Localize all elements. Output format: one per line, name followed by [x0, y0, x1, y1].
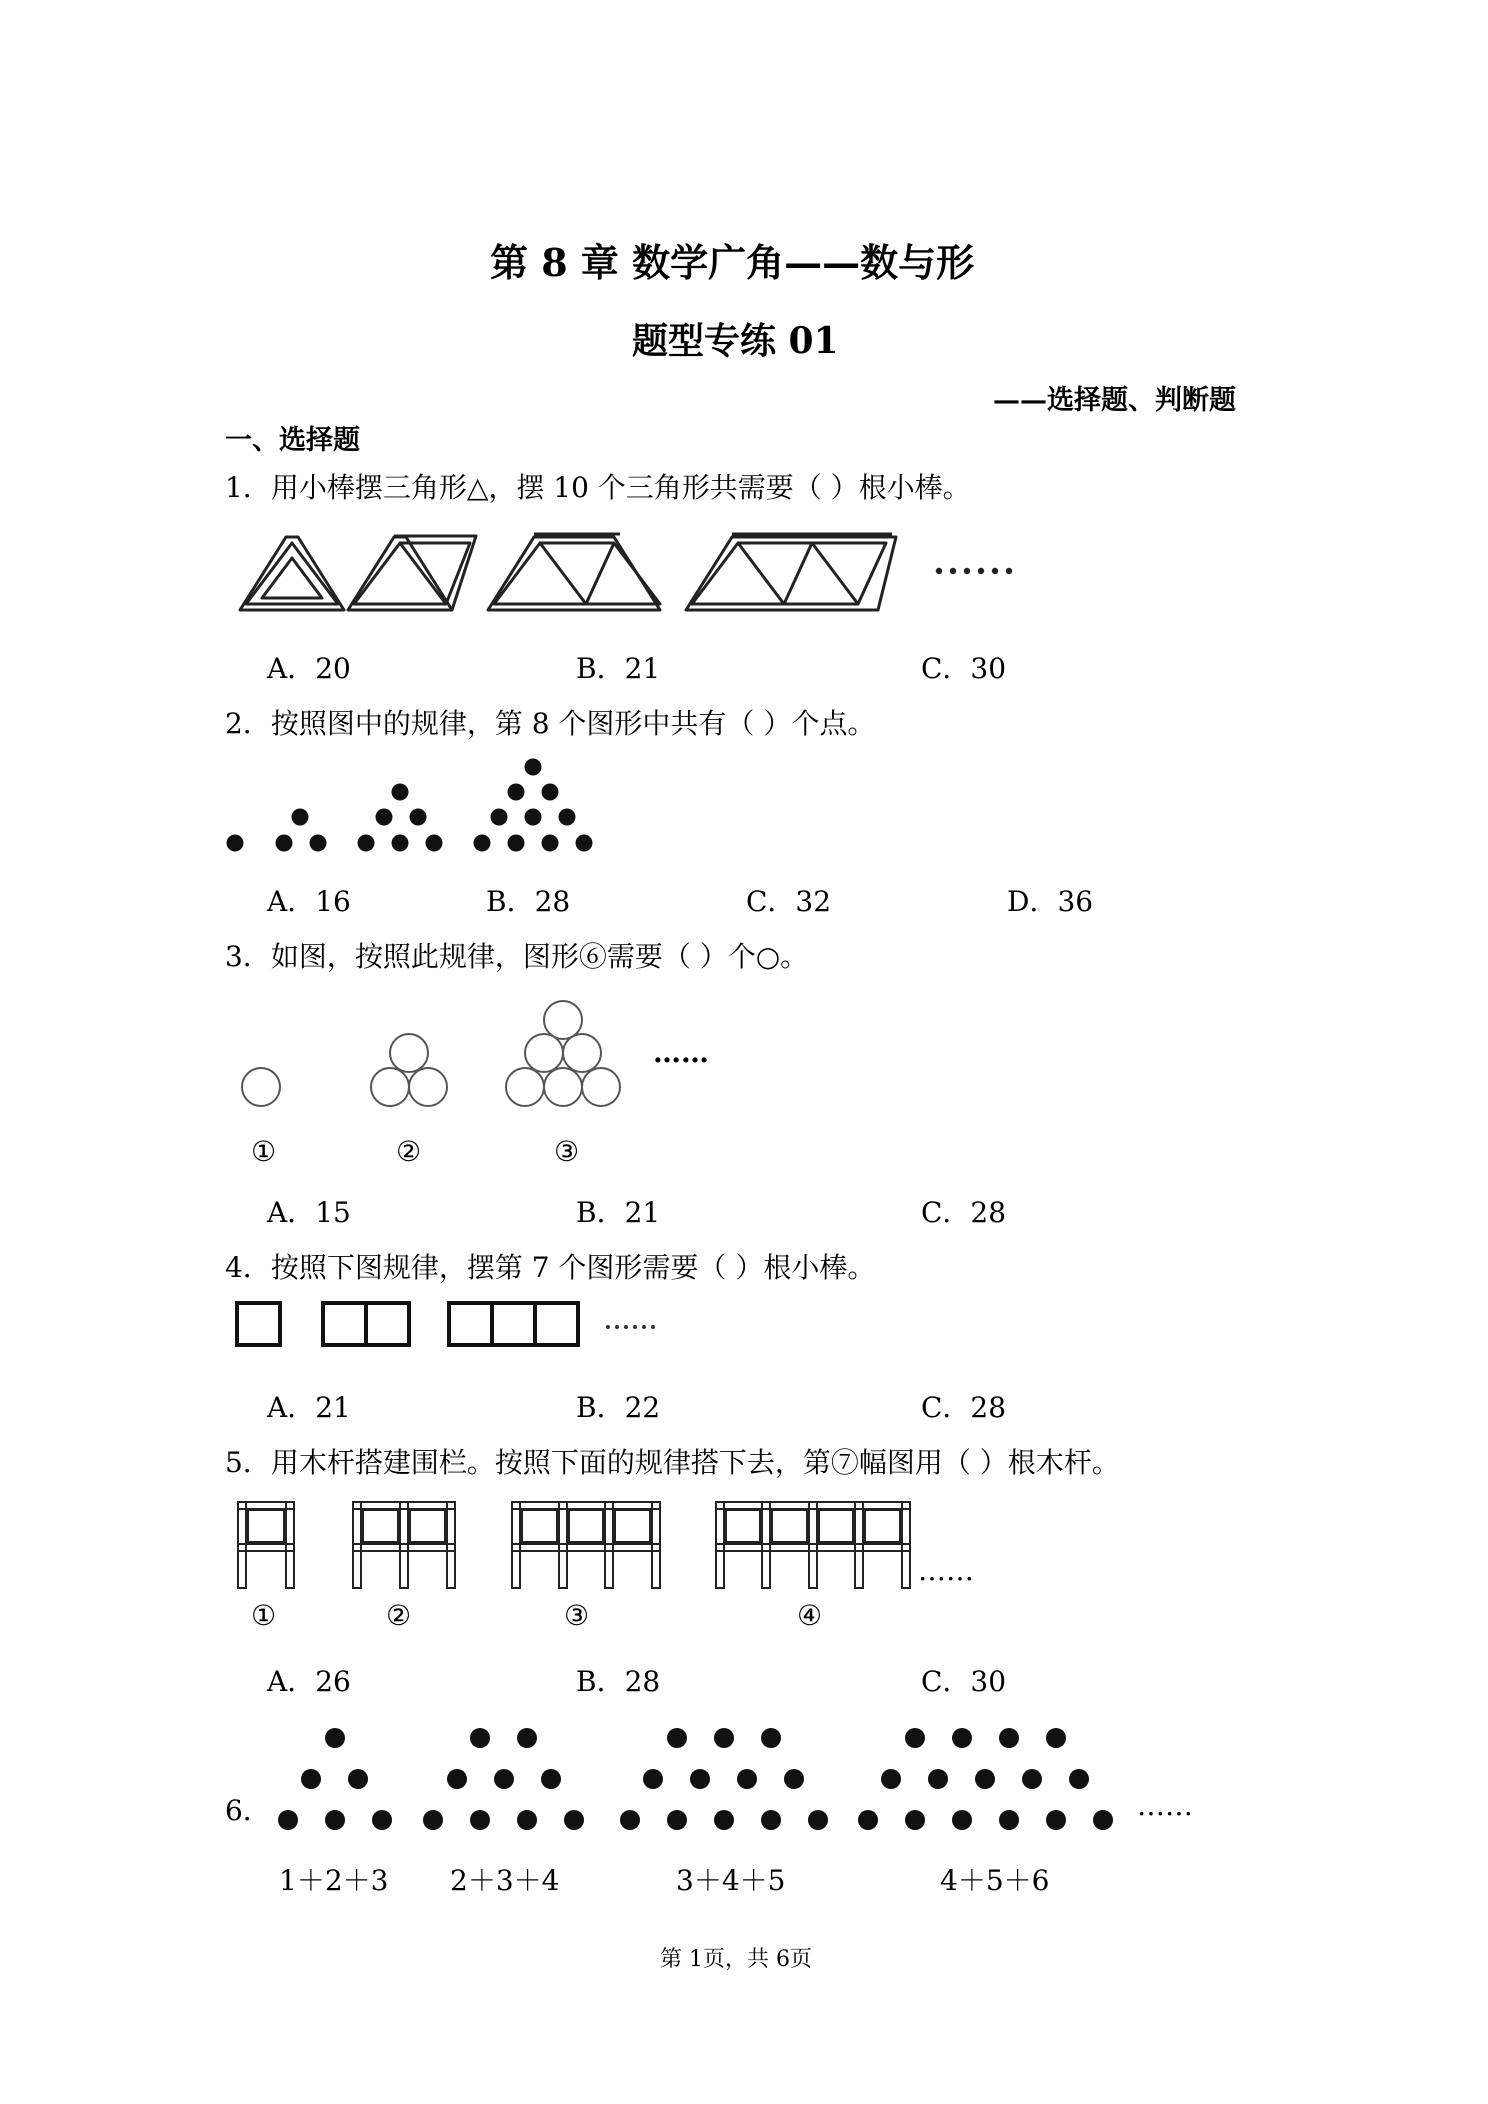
question-3-option-b[interactable]: B．21	[576, 1196, 661, 1229]
fence-figure-1	[238, 1502, 294, 1588]
question-5-option-b[interactable]: B．28	[576, 1665, 661, 1698]
question-5-figure-label-1: ①	[251, 1599, 277, 1632]
question-4-option-b[interactable]: B．22	[576, 1391, 661, 1424]
fence-figure-3	[512, 1502, 660, 1588]
question-3-ellipsis: ……	[653, 1036, 709, 1069]
question-3-text: 3．如图，按照此规律，图形⑥需要（ ）个○。	[225, 940, 809, 973]
question-2-option-c[interactable]: C．32	[746, 885, 832, 918]
question-5-option-c[interactable]: C．30	[921, 1665, 1007, 1698]
question-3-figure-label-1: ①	[251, 1135, 277, 1168]
stick-triangle-figure-1	[240, 537, 344, 610]
fence-figure-2	[353, 1502, 455, 1588]
stick-triangle-figure-2	[348, 536, 476, 610]
question-3-figure-label-2: ②	[396, 1135, 422, 1168]
stick-triangle-figure-3	[488, 534, 660, 610]
stick-triangle-figure-4	[686, 534, 896, 610]
question-6-ellipsis: ……	[1137, 1789, 1193, 1822]
question-5-figure-label-2: ②	[386, 1599, 412, 1632]
fence-figure-4	[716, 1502, 910, 1588]
question-6-caption-3: 3＋4＋5	[676, 1864, 786, 1897]
question-6-caption-4: 4＋5＋6	[940, 1864, 1050, 1897]
question-1-option-a[interactable]: A．20	[267, 652, 351, 685]
question-6-number: 6．	[225, 1794, 271, 1827]
question-5-option-a[interactable]: A．26	[267, 1665, 351, 1698]
ellipsis-dots	[936, 568, 1012, 574]
question-1-text: 1．用小棒摆三角形△，摆 10 个三角形共需要（ ）根小棒。	[225, 471, 971, 504]
question-4-option-a[interactable]: A．21	[267, 1391, 351, 1424]
question-5-figure-label-3: ③	[564, 1599, 590, 1632]
question-1-option-b[interactable]: B．21	[576, 652, 661, 685]
section-heading: 一、选择题	[225, 425, 360, 456]
question-1-option-c[interactable]: C．30	[921, 652, 1007, 685]
page-tagline: ——选择题、判断题	[993, 385, 1236, 416]
question-4-option-c[interactable]: C．28	[921, 1391, 1007, 1424]
question-5-ellipsis: ……	[918, 1554, 974, 1587]
question-2-text: 2．按照图中的规律，第 8 个图形中共有（ ）个点。	[225, 707, 876, 740]
question-6-caption-2: 2＋3＋4	[450, 1864, 560, 1897]
question-2-option-b[interactable]: B．28	[486, 885, 571, 918]
question-6-caption-1: 1＋2＋3	[279, 1864, 389, 1897]
question-4-text: 4．按照下图规律，摆第 7 个图形需要（ ）根小棒。	[225, 1251, 876, 1284]
question-2-option-a[interactable]: A．16	[267, 885, 351, 918]
page-title: 第 8 章 数学广角——数与形	[490, 240, 975, 285]
page-subtitle: 题型专练 01	[632, 320, 839, 362]
question-3-option-c[interactable]: C．28	[921, 1196, 1007, 1229]
question-3-option-a[interactable]: A．15	[267, 1196, 351, 1229]
question-2-option-d[interactable]: D．36	[1007, 885, 1094, 918]
question-5-text: 5．用木杆搭建围栏。按照下面的规律搭下去，第⑦幅图用（ ）根木杆。	[225, 1446, 1120, 1479]
question-5-figure-label-4: ④	[797, 1599, 823, 1632]
page-footer: 第 1页，共 6页	[660, 1947, 812, 1972]
question-3-figure-label-3: ③	[554, 1135, 580, 1168]
